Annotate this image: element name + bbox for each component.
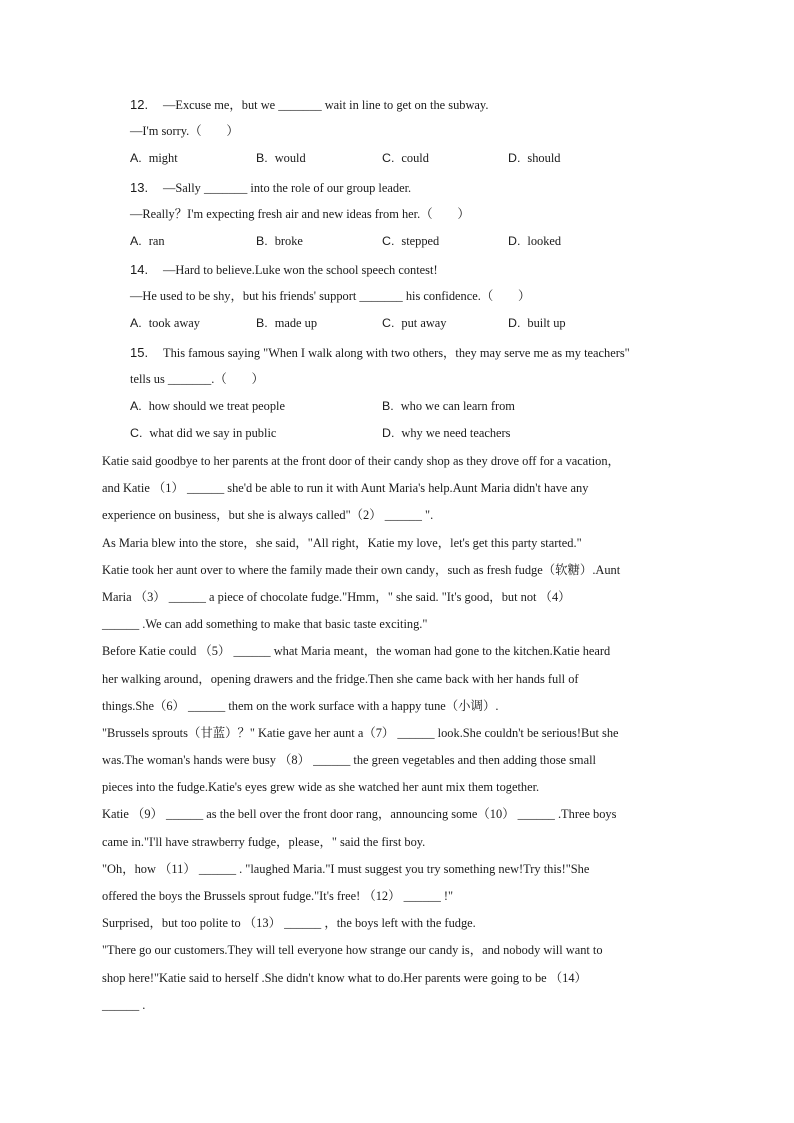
option-d[interactable]: D. why we need teachers bbox=[382, 426, 511, 440]
passage-line: ______ . bbox=[102, 997, 146, 1012]
passage-line: offered the boys the Brussels sprout fudge."It's free! （12） ______ !" bbox=[102, 889, 454, 903]
question-stem: —Hard to believe.Luke won the school speech contest! bbox=[163, 263, 438, 277]
passage-line: and Katie （1） ______ she'd be able to run it with Aunt Maria's help.Aunt Maria didn't have any bbox=[102, 481, 589, 496]
question-14 bbox=[130, 256, 566, 337]
question-stem: This famous saying "When I walk along with two others，they may serve me as my teachers" bbox=[163, 346, 630, 360]
passage-line: "Brussels sprouts（甘蓝）？" Katie gave her aunt a（7） ______ look.She couldn't be serious!But she bbox=[102, 725, 619, 740]
option-c[interactable]: C. put away bbox=[382, 316, 447, 330]
question-reply: —He used to be shy，but his friends' support _______ his confidence.（ ） bbox=[130, 289, 531, 303]
passage-line: things.She（6） ______ them on the work surface with a happy tune（小调）. bbox=[102, 698, 499, 713]
passage-line: experience on business，but she is always called"（2） ______ ". bbox=[102, 508, 434, 523]
option-b[interactable]: B. who we can learn from bbox=[382, 399, 515, 413]
passage-line: Katie said goodbye to her parents at the front door of their candy shop as they drove off for a vacation， bbox=[102, 454, 620, 468]
passage-line: Before Katie could （5） ______ what Maria meant，the woman had gone to the kitchen.Katie heard bbox=[102, 644, 611, 659]
question-13 bbox=[130, 174, 562, 255]
question-number: 12. bbox=[130, 97, 149, 112]
question-reply: —I'm sorry.（ ） bbox=[130, 124, 239, 138]
option-row bbox=[130, 420, 630, 447]
question-number: 13. bbox=[130, 180, 149, 195]
passage-line: Maria （3） ______ a piece of chocolate fudge."Hmm，" she said. "It's good，but not （4） bbox=[102, 589, 571, 604]
passage-line: shop here!"Katie said to herself .She didn't know what to do.Her parents were going to be （14） bbox=[102, 970, 587, 985]
passage-line: Katie took her aunt over to where the family made their own candy，such as fresh fudge（软糖）.Aunt bbox=[102, 562, 621, 577]
option-row bbox=[130, 310, 566, 337]
option-a[interactable]: A. ran bbox=[130, 234, 165, 248]
option-c[interactable]: C. could bbox=[382, 151, 429, 165]
option-c[interactable]: C. stepped bbox=[382, 234, 440, 248]
option-d[interactable]: D. should bbox=[508, 151, 561, 165]
question-15 bbox=[130, 339, 630, 447]
passage-line: her walking around，opening drawers and the fridge.Then she came back with her hands full of bbox=[102, 671, 579, 686]
option-d[interactable]: D. built up bbox=[508, 316, 566, 330]
option-b[interactable]: B. would bbox=[256, 151, 306, 165]
option-a[interactable]: A. might bbox=[130, 151, 178, 165]
passage-line: "Oh，how （11） ______ . "laughed Maria."I must suggest you try something new!Try this!"She bbox=[102, 861, 590, 876]
option-d[interactable]: D. looked bbox=[508, 234, 562, 248]
question-stem: —Excuse me，but we _______ wait in line to get on the subway. bbox=[163, 98, 489, 112]
question-stem: —Sally _______ into the role of our group leader. bbox=[163, 181, 412, 195]
question-number: 14. bbox=[130, 262, 149, 277]
passage-line: Surprised，but too polite to （13） ______ ，the boys left with the fudge. bbox=[102, 916, 476, 931]
passage-line: pieces into the fudge.Katie's eyes grew wide as she watched her aunt mix them together. bbox=[102, 780, 540, 795]
option-b[interactable]: B. made up bbox=[256, 316, 318, 330]
option-a[interactable]: A. how should we treat people bbox=[130, 399, 285, 413]
option-row bbox=[130, 145, 561, 172]
option-row bbox=[130, 393, 630, 420]
passage-line: was.The woman's hands were busy （8） ______ the green vegetables and then adding those small bbox=[102, 753, 596, 768]
cloze-passage bbox=[102, 448, 702, 1019]
option-c[interactable]: C. what did we say in public bbox=[130, 426, 277, 440]
option-row bbox=[130, 228, 562, 255]
passage-line: came in."I'll have strawberry fudge，please，" said the first boy. bbox=[102, 834, 426, 849]
question-number: 15. bbox=[130, 345, 149, 360]
option-a[interactable]: A. took away bbox=[130, 316, 200, 330]
passage-line: As Maria blew into the store，she said，"All right，Katie my love，let's get this party started." bbox=[102, 535, 582, 550]
passage-line: Katie （9） ______ as the bell over the front door rang，announcing some（10） ______ .Three boys bbox=[102, 807, 617, 822]
passage-line: "There go our customers.They will tell everyone how strange our candy is，and nobody will want to bbox=[102, 943, 603, 958]
question-reply: —Really？I'm expecting fresh air and new ideas from her.（ ） bbox=[130, 207, 470, 221]
question-stem-continued: tells us _______.（ ） bbox=[130, 372, 264, 386]
option-b[interactable]: B. broke bbox=[256, 234, 303, 248]
question-12 bbox=[130, 91, 561, 172]
passage-line: ______ .We can add something to make that basic taste exciting." bbox=[102, 617, 428, 632]
